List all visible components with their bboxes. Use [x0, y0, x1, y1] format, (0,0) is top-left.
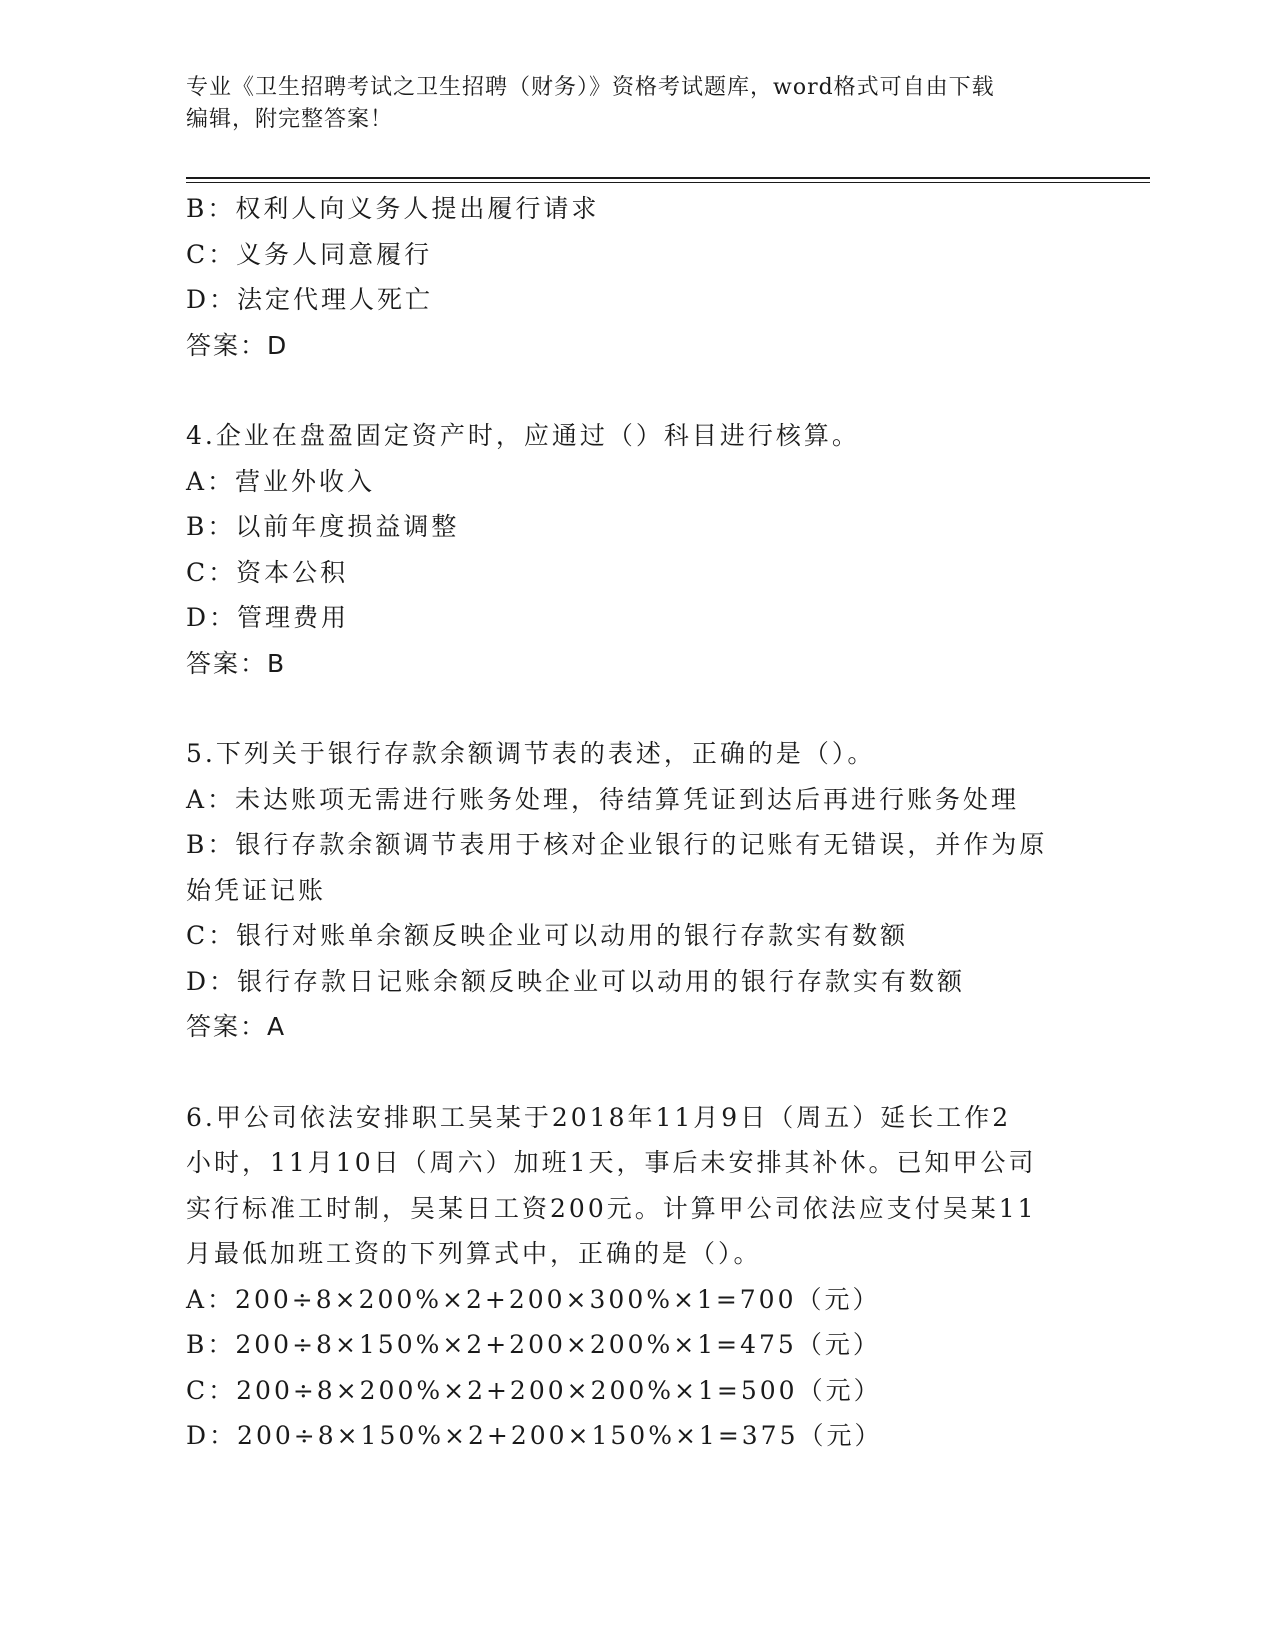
- q5-answer: 答案：A: [186, 1012, 287, 1041]
- q4-option-a: A：营业外收入: [186, 466, 376, 496]
- q5-option-b-line-2: 始凭证记账: [186, 875, 327, 905]
- spacer: [186, 1050, 1086, 1095]
- q4-option-d: D：管理费用: [186, 603, 350, 632]
- q5-option-c: C：银行对账单余额反映企业可以动用的银行存款实有数额: [186, 921, 909, 950]
- q5-option-a: A：未达账项无需进行账务处理，待结算凭证到达后再进行账务处理: [186, 784, 1020, 814]
- q6-stem-line-4: 月最低加班工资的下列算式中，正确的是（）。: [186, 1239, 762, 1268]
- question-3-block: [186, 186, 1086, 368]
- question-list: [186, 186, 1086, 1459]
- header-line-2: 编辑，附完整答案！: [186, 107, 394, 132]
- q6-option-c: C：200÷8×200%×2+200×200%×1=500（元）: [186, 1375, 882, 1405]
- q6-option-d: D：200÷8×150%×2+200×150%×1=375（元）: [186, 1421, 883, 1450]
- q4-option-c: C：资本公积: [186, 557, 349, 587]
- header-divider-thin: [186, 182, 1150, 183]
- q5-stem: 5.下列关于银行存款余额调节表的表述，正确的是（）。: [186, 739, 876, 768]
- q3-answer: 答案：D: [186, 330, 289, 360]
- question-4-block: [186, 413, 1086, 686]
- document-header: [186, 72, 1066, 136]
- question-6-block: [186, 1095, 1086, 1459]
- q6-stem-line-3: 实行标准工时制，吴某日工资200元。计算甲公司依法应支付吴某11: [186, 1193, 1037, 1223]
- q5-option-b-line-1: B：银行存款余额调节表用于核对企业银行的记账有无错误，并作为原: [186, 830, 1048, 859]
- q5-option-d: D：银行存款日记账余额反映企业可以动用的银行存款实有数额: [186, 966, 966, 996]
- q6-option-a: A：200÷8×200%×2+200×300%×1=700（元）: [186, 1284, 881, 1314]
- question-5-block: [186, 731, 1086, 1050]
- q3-option-b: B：权利人向义务人提出履行请求: [186, 194, 600, 223]
- q4-answer: 答案：B: [186, 648, 287, 678]
- q4-stem: 4.企业在盘盈固定资产时，应通过（）科目进行核算。: [186, 421, 860, 450]
- q4-option-b: B：以前年度损益调整: [186, 512, 460, 541]
- header-divider-thick: [186, 177, 1150, 179]
- q6-stem-line-2: 小时，11月10日（周六）加班1天，事后未安排其补休。已知甲公司: [186, 1148, 1037, 1177]
- header-line-1: 专业《卫生招聘考试之卫生招聘（财务）》资格考试题库，word格式可自由下载: [186, 75, 995, 100]
- q6-stem-line-1: 6.甲公司依法安排职工吴某于2018年11月9日（周五）延长工作2: [186, 1102, 1012, 1132]
- q3-option-c: C：义务人同意履行: [186, 239, 433, 269]
- spacer: [186, 368, 1086, 413]
- q3-option-d: D：法定代理人死亡: [186, 285, 434, 314]
- spacer: [186, 686, 1086, 731]
- q6-option-b: B：200÷8×150%×2+200×200%×1=475（元）: [186, 1330, 881, 1359]
